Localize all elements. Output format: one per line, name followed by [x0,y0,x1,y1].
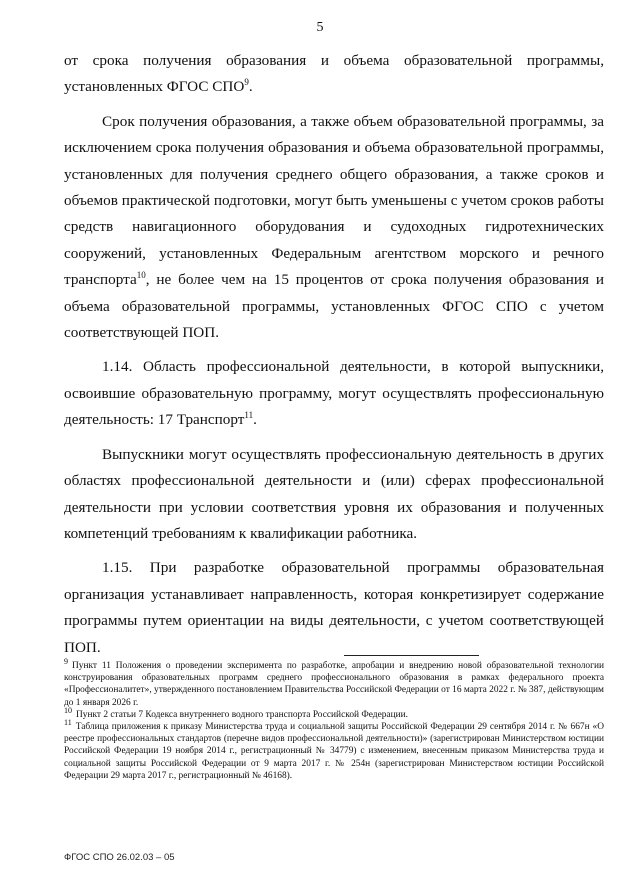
paragraph-graduates: Выпускники могут осуществлять профессиональную деятельность в других областях профессиональной деятельности и (или) сферах профессиональной деятельности при условии соответствия уровня их образования и полученных компетенций требованиям к квалификации работника. [64,445,604,542]
footnote-separator [344,655,479,656]
footnotes [64,656,604,782]
footnote-mark: 11 [64,717,72,727]
paragraph-1-14: 1.14. Область профессиональной деятельности, в которой выпускники, освоившие образовательную программу, могут осуществлять профессиональную деятельность: 17 Транспорт$^{11}$. [64,358,604,429]
footnote-ref-10[interactable]: 10 [136,270,146,281]
footnote-mark: 10 [64,705,72,715]
paragraph-1-15: 1.15. При разработке образовательной программы образовательная организация устанавливает направленность, которая конкретизирует содержание программы путем ориентации на виды деятельности, с учетом соответствующей ПОП. [64,559,604,656]
page-number: 5 [316,20,324,35]
footnote-ref-9[interactable]: 9 [244,77,249,88]
document-code: ФГОС СПО 26.02.03 – 05 [64,852,175,863]
footnote-10: 10 Пункт 2 статьи 7 Кодекса внутреннего водного транспорта Российской Федерации. [64,705,408,720]
paragraph-1: от срока получения образования и объема образовательной программы, установленных ФГОС СПО$^9$. [64,52,604,96]
paragraph-2: Срок получения образования, а также объем образовательной программы, за исключением срока получения образования и объема образовательной программы, установленных для получения среднего общего образования, а также сроков и объемов практической подготовки, могут быть уменьшены с учетом сроков работы средств навигационного оборудования и судоходных гидротехнических сооружений, установленных Федеральным агентством морского и речного транспорта$^{10}$, не более чем на 15 процентов от срока получения образования и объема образовательной программы, установленных ФГОС СПО с учетом соответствующей ПОП. [64,112,604,342]
footnote-9: 9 Пункт 11 Положения о проведении эксперимента по разработке, апробации и внедрению новой образовательной технологии конструирования образовательных программ среднего профессионального образования в рамках федерального проекта «Профессионалитет», утвержденного постановлением Правительства Российской Федерации от 16 марта 2022 г. № 387, действующим до 1 января 2026 г. [64,656,604,708]
footnote-mark: 9 [64,656,68,666]
main-text [64,48,604,661]
footnote-ref-11[interactable]: 11 [244,410,254,421]
footnote-11: 11 Таблица приложения к приказу Министерства труда и социальной защиты Российской Федерации 29 сентября 2014 г. № 667н «О реестре профессиональных стандартов (перечне видов профессиональной деятельности)» (зарегистрирован Министерством юстиции Российской Федерации 19 ноября 2014 г., регистрационный № 34779) с изменением, внесенным приказом Министерства труда и социальной защиты Российской Федерации от 9 марта 2017 г. № 254н (зарегистрирован Министерством юстиции Российской Федерации 29 марта 2017 г., регистрационный № 46168). [64,717,604,781]
